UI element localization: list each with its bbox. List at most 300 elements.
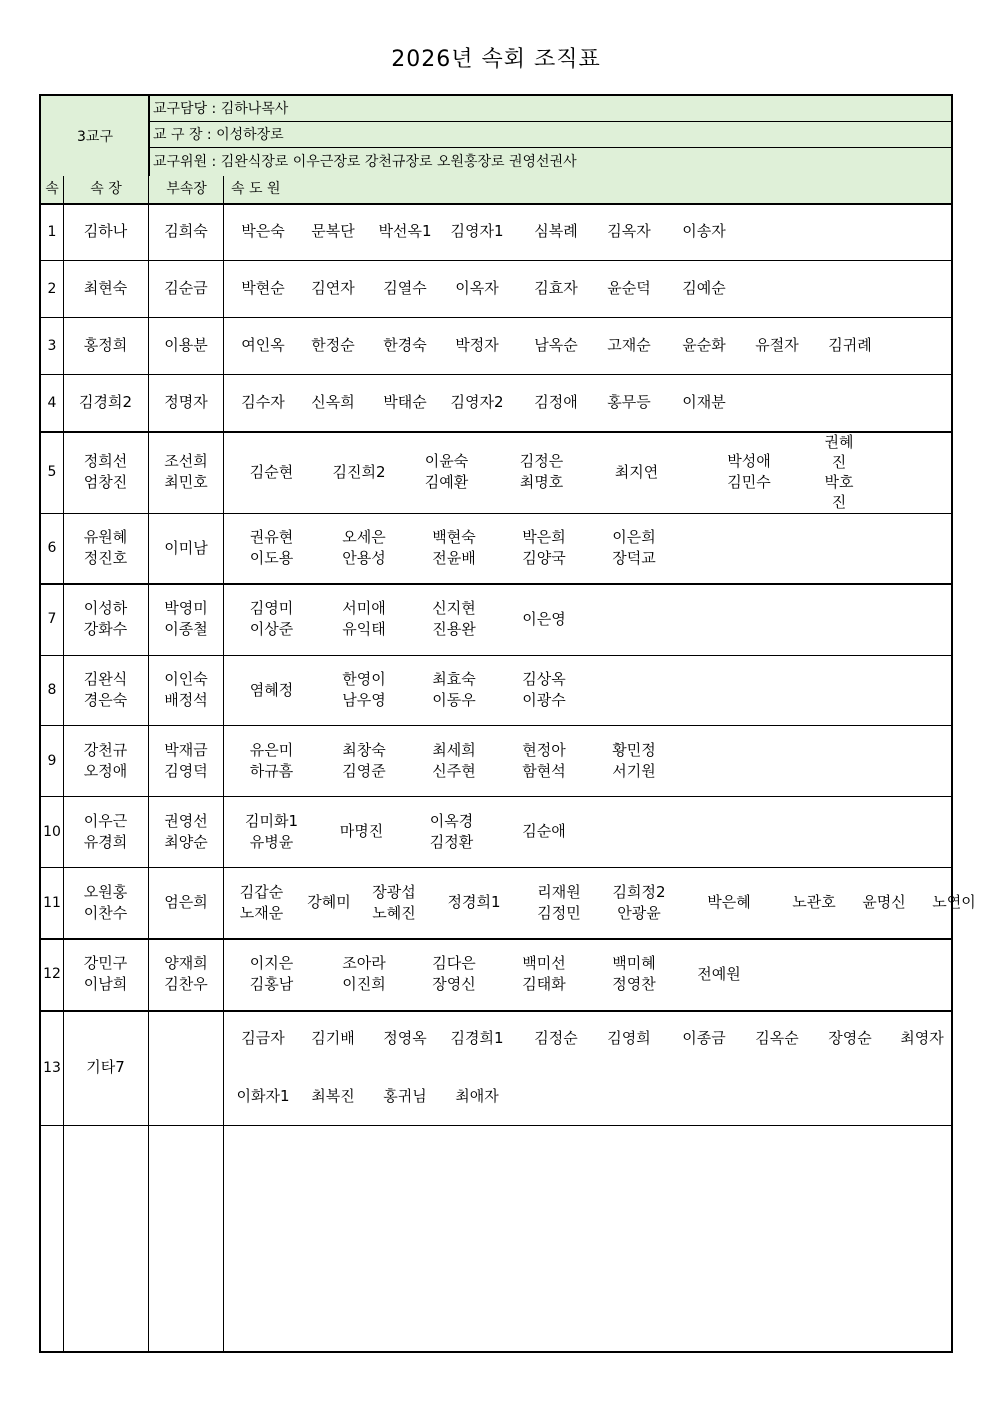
member-entry [441,374,513,431]
member-name: 장광섭 [372,882,416,901]
member-name: 안용성 [342,549,386,567]
member-name: 유절자 [755,336,799,354]
member-name: 김금자 [241,1029,285,1048]
member-name: 서미애 [342,599,386,617]
leader-cell-name: 정진호 [83,549,128,567]
member-entry [593,1010,665,1068]
table-row [41,583,951,656]
member-entry [499,655,589,725]
member-name: 김정환 [429,832,474,851]
member-name: 김옥자 [607,222,651,240]
leader-cell-name: 김경희2 [78,393,132,411]
member-name: 권혜 [824,433,854,451]
member-name: 오세은 [342,528,386,546]
leader-cell [63,513,148,583]
member-entry [224,513,319,583]
member-name: 노관호 [792,893,836,911]
member-name: 박정자 [455,336,499,354]
member-name: 김영자1 [450,222,504,240]
subleader-cell-name: 엄은희 [164,893,208,911]
member-name: 유익태 [342,620,386,638]
member-entry [224,431,319,513]
member-entry [494,431,589,513]
member-entry [369,1068,441,1126]
member-entry [409,583,499,655]
member-entry [741,1010,813,1068]
page-title: 2026년 속회 조직표 [391,47,601,72]
row-number: 13 [43,1059,61,1076]
member-entry [224,796,319,867]
member-entry [297,260,369,317]
member-entry [668,317,740,374]
member-entry [441,260,513,317]
member-name: 김미화1 [244,811,298,830]
member-name: 김태화 [522,975,566,993]
member-name: 박호 [824,473,854,491]
table-row [41,867,976,940]
member-entry [589,938,679,1010]
member-entry [814,431,864,513]
member-name: 최지연 [614,462,659,481]
member-name: 유병윤 [249,832,294,851]
subleader-cell-name: 김찬우 [164,975,208,993]
member-name: 정영찬 [612,975,656,993]
member-name: 최영자 [900,1029,944,1048]
leader-cell [63,1010,148,1125]
member-entry [593,203,665,260]
district-name: 3교구 [41,96,150,176]
member-name: 박태순 [383,393,427,411]
member-name: 노재운 [239,903,284,922]
leader-cell-name: 김완식 [83,670,128,688]
member-entry [519,867,599,938]
leader-cell [63,374,148,431]
leader-cell-name: 오원홍 [83,882,128,901]
row-number: 11 [43,894,61,911]
row-number: 6 [47,540,57,556]
member-name: 김영미 [249,599,294,617]
member-name: 심복례 [534,222,578,240]
member-name: 이진희 [342,975,386,993]
members-cell [224,583,951,655]
member-entry [520,374,592,431]
member-entry [409,938,499,1010]
member-name: 김효자 [534,279,578,297]
leader-cell-name: 오정애 [83,761,128,780]
leader-cell [63,938,148,1010]
member-name: 윤순화 [682,336,726,354]
members-cell [224,431,951,513]
member-name: 진 [831,493,847,511]
row-number: 4 [47,394,57,411]
member-entry [441,203,513,260]
member-name: 백미혜 [612,954,656,972]
member-name: 김갑순 [239,882,284,901]
subleader-cell-name: 김영덕 [164,761,208,780]
member-entry [409,725,499,796]
leader-cell [63,431,148,513]
table-row [41,374,951,433]
member-name: 최세희 [432,740,476,759]
leader-cell-name: 유경희 [83,832,128,851]
leader-cell-name: 이남희 [83,975,128,993]
member-name: 박성애 [727,452,771,470]
member-name: 김다은 [432,954,476,972]
member-name: 이재분 [682,393,726,411]
member-name: 박현순 [241,279,285,297]
member-name: 이옥경 [429,811,474,830]
member-entry [409,513,499,583]
member-entry [319,796,404,867]
member-entry [499,938,589,1010]
member-name: 안광윤 [617,903,661,922]
leader-cell-name: 이성하 [83,599,128,617]
member-entry [499,513,589,583]
member-name: 이동우 [432,691,476,709]
member-entry [589,431,684,513]
subleader-cell [149,655,223,725]
subleader-cell [149,867,223,938]
member-entry [668,260,740,317]
member-name: 남옥순 [534,336,578,354]
member-entry [499,725,589,796]
member-name: 진 [831,453,847,471]
member-entry [359,867,429,938]
member-name: 이종금 [682,1029,726,1048]
table-row [41,431,951,514]
subleader-cell-name: 이미남 [164,538,208,557]
member-name: 최창숙 [342,740,386,759]
member-entry [668,374,740,431]
member-name: 이은희 [612,528,656,546]
subleader-cell-name: 정명자 [164,393,208,411]
member-name: 홍무등 [607,393,651,411]
member-name: 서기원 [612,761,656,780]
member-entry [520,260,592,317]
member-entry [668,203,740,260]
column-header-subleader: 부속장 [166,181,207,197]
table-row [41,796,951,868]
divider-subleader [223,176,224,1351]
member-name: 유은미 [249,740,294,759]
member-entry [499,583,589,655]
members-cell [224,374,951,431]
leader-cell [63,203,148,260]
member-entry [227,260,299,317]
member-entry [297,374,369,431]
member-entry [409,655,499,725]
member-name: 이상준 [249,620,294,638]
member-name: 이광수 [522,691,566,709]
member-entry [224,725,319,796]
member-name: 김예순 [682,279,726,297]
column-header-no: 속 [45,181,59,197]
subleader-cell [149,374,223,431]
table-row [41,938,951,1012]
member-name: 황민정 [612,740,656,759]
subleader-cell [149,1010,223,1125]
member-name: 남우영 [342,691,386,709]
subleader-cell-name: 배정석 [164,691,208,709]
member-name: 현정아 [522,740,566,759]
member-name: 고재순 [607,336,651,354]
member-name: 윤명신 [862,893,906,911]
member-entry [319,938,409,1010]
row-number: 7 [47,611,57,627]
member-entry [886,1010,958,1068]
member-name: 박은숙 [241,222,285,240]
member-name: 정영옥 [383,1029,427,1048]
members-cell [224,725,951,796]
member-name: 이윤숙 [424,452,469,470]
member-name: 최명호 [519,473,564,491]
subleader-cell [149,796,223,867]
leader-cell-name: 정희선 [83,452,128,470]
leader-cell-name: 유원혜 [83,528,128,546]
member-name: 김순현 [249,462,294,481]
member-name: 김정민 [537,903,581,922]
member-entry [224,655,319,725]
member-entry [319,725,409,796]
leader-cell-name: 홍정희 [83,336,128,354]
member-name: 백미선 [522,954,566,972]
leader-cell-name: 엄창진 [83,473,128,491]
member-name: 신지현 [432,599,476,617]
members-cell [224,796,951,867]
organization-table [39,94,976,1353]
subleader-cell-name: 박영미 [164,599,208,617]
member-entry [297,203,369,260]
member-entry [369,1010,441,1068]
member-entry [369,260,441,317]
member-name: 김정은 [519,452,564,470]
member-name: 윤순덕 [607,279,651,297]
member-name: 김희정2 [612,882,666,901]
member-entry [399,431,494,513]
member-entry [593,317,665,374]
leader-cell [63,655,148,725]
member-name: 마명진 [339,822,384,840]
subleader-cell [149,725,223,796]
leader-cell-name: 이우근 [83,811,128,830]
member-entry [369,317,441,374]
member-entry [589,725,679,796]
member-name: 정경희1 [447,893,501,911]
member-entry [319,431,399,513]
member-name: 전예원 [697,964,741,983]
member-name: 문복단 [311,222,355,240]
district-pastor: 교구담당 : 김하나목사 [149,96,953,122]
table-row [41,1010,951,1126]
subleader-cell [149,317,223,374]
leader-cell [63,317,148,374]
member-name: 리재원 [537,882,581,901]
member-entry [299,867,359,938]
member-entry [441,317,513,374]
member-entry [319,655,409,725]
member-name: 김정순 [534,1029,578,1048]
subleader-cell [149,203,223,260]
member-entry [369,203,441,260]
member-name: 함현석 [522,761,566,780]
member-entry [227,203,299,260]
member-name: 이도용 [249,549,294,567]
member-entry [224,583,319,655]
member-name: 이지은 [249,954,294,972]
members-cell [224,203,951,260]
member-name: 하규흠 [249,761,294,780]
member-name: 강혜미 [307,893,351,911]
member-entry [297,317,369,374]
member-name: 노혜진 [372,903,416,922]
subleader-cell [149,583,223,655]
members-cell [224,1010,951,1125]
leader-cell [63,796,148,867]
member-name: 전윤배 [432,549,476,567]
table-row [41,725,951,797]
member-entry [849,867,919,938]
member-entry [227,317,299,374]
subleader-cell-name: 조선희 [164,452,208,470]
member-entry [429,867,519,938]
table-row [41,260,951,318]
members-cell [224,317,951,374]
member-name: 김상옥 [522,670,566,688]
member-entry [319,583,409,655]
table-row [41,317,951,375]
member-name: 김경희1 [450,1029,504,1048]
subleader-cell-name: 이종철 [164,620,208,638]
member-name: 김양국 [522,549,566,567]
member-name: 한영이 [342,670,386,688]
member-name: 김영희 [607,1029,651,1048]
member-entry [684,431,814,513]
member-entry [779,867,849,938]
member-entry [814,317,886,374]
member-name: 여인옥 [241,336,285,354]
member-name: 박은혜 [707,893,751,911]
leader-cell-name: 기타7 [86,1058,125,1076]
member-name: 백현숙 [432,528,476,546]
leader-cell [63,583,148,655]
member-name: 조아라 [342,954,386,972]
member-entry [679,867,779,938]
row-number: 1 [47,223,57,240]
member-name: 최효숙 [432,670,476,688]
row-number: 12 [43,966,61,982]
member-entry [227,1068,299,1126]
leader-cell-name: 최현숙 [83,279,128,297]
members-cell [224,260,951,317]
member-name: 김귀례 [828,336,872,354]
member-name: 김옥순 [755,1029,799,1048]
subleader-cell-name: 권영선 [164,811,208,830]
member-name: 신주현 [432,761,476,780]
member-entry [227,374,299,431]
column-header-leader: 속 장 [90,181,122,197]
leader-cell-name: 이찬수 [83,903,128,922]
member-name: 김영준 [342,761,386,780]
table-row [41,203,951,261]
member-entry [227,1010,299,1068]
leader-cell-name: 경은숙 [83,691,128,709]
member-name: 최애자 [455,1086,499,1105]
member-entry [224,938,319,1010]
member-entry [741,317,813,374]
member-name: 권유현 [249,528,294,546]
member-entry [919,867,989,938]
member-name: 홍귀님 [383,1086,427,1105]
subleader-cell-name: 김희숙 [164,222,208,240]
member-name: 김진희2 [332,462,386,481]
member-name: 박은희 [522,528,566,546]
member-name: 김열수 [383,279,427,297]
member-entry [599,867,679,938]
member-name: 김예환 [424,473,469,491]
member-entry [369,374,441,431]
member-name: 이송자 [682,222,726,240]
leader-cell-name: 강민구 [83,954,128,972]
column-header-members: 속 도 원 [231,181,281,197]
subleader-cell-name: 양재희 [164,954,208,972]
row-number: 10 [43,823,61,840]
member-name: 이화자1 [236,1086,290,1105]
member-entry [668,1010,740,1068]
member-entry [593,260,665,317]
member-name: 김영자2 [450,393,504,411]
member-entry [441,1068,513,1126]
member-entry [589,513,679,583]
member-entry [297,1068,369,1126]
subleader-cell-name: 박재금 [164,740,208,759]
members-cell [224,655,951,725]
member-name: 한정순 [311,336,355,354]
member-entry [499,796,589,867]
row-number: 9 [47,752,57,769]
member-entry [520,317,592,374]
subleader-cell-name: 이인숙 [164,670,208,688]
subleader-cell [149,938,223,1010]
table-row [41,655,951,726]
members-cell [224,938,951,1010]
member-entry [679,938,759,1010]
member-name: 김기배 [311,1029,355,1048]
member-entry [520,1010,592,1068]
column-header-row [41,176,951,205]
member-name: 김순애 [522,822,566,840]
row-number: 8 [47,682,57,698]
subleader-cell-name: 최민호 [164,473,208,491]
leader-cell [63,867,148,938]
divider-no [63,176,64,1351]
member-entry [593,374,665,431]
subleader-cell-name: 김순금 [164,279,208,297]
member-name: 김연자 [311,279,355,297]
district-head: 교 구 장 : 이성하장로 [149,122,953,148]
member-entry [520,203,592,260]
member-name: 노연이 [932,893,976,911]
member-name: 장영순 [828,1029,872,1048]
member-name: 장덕교 [612,549,656,567]
leader-cell-name: 김하나 [83,222,128,240]
member-entry [224,867,299,938]
member-entry [297,1010,369,1068]
member-name: 이옥자 [455,279,499,297]
district-header [41,96,951,177]
member-entry [814,1010,886,1068]
member-name: 김홍남 [249,975,294,993]
member-entry [404,796,499,867]
